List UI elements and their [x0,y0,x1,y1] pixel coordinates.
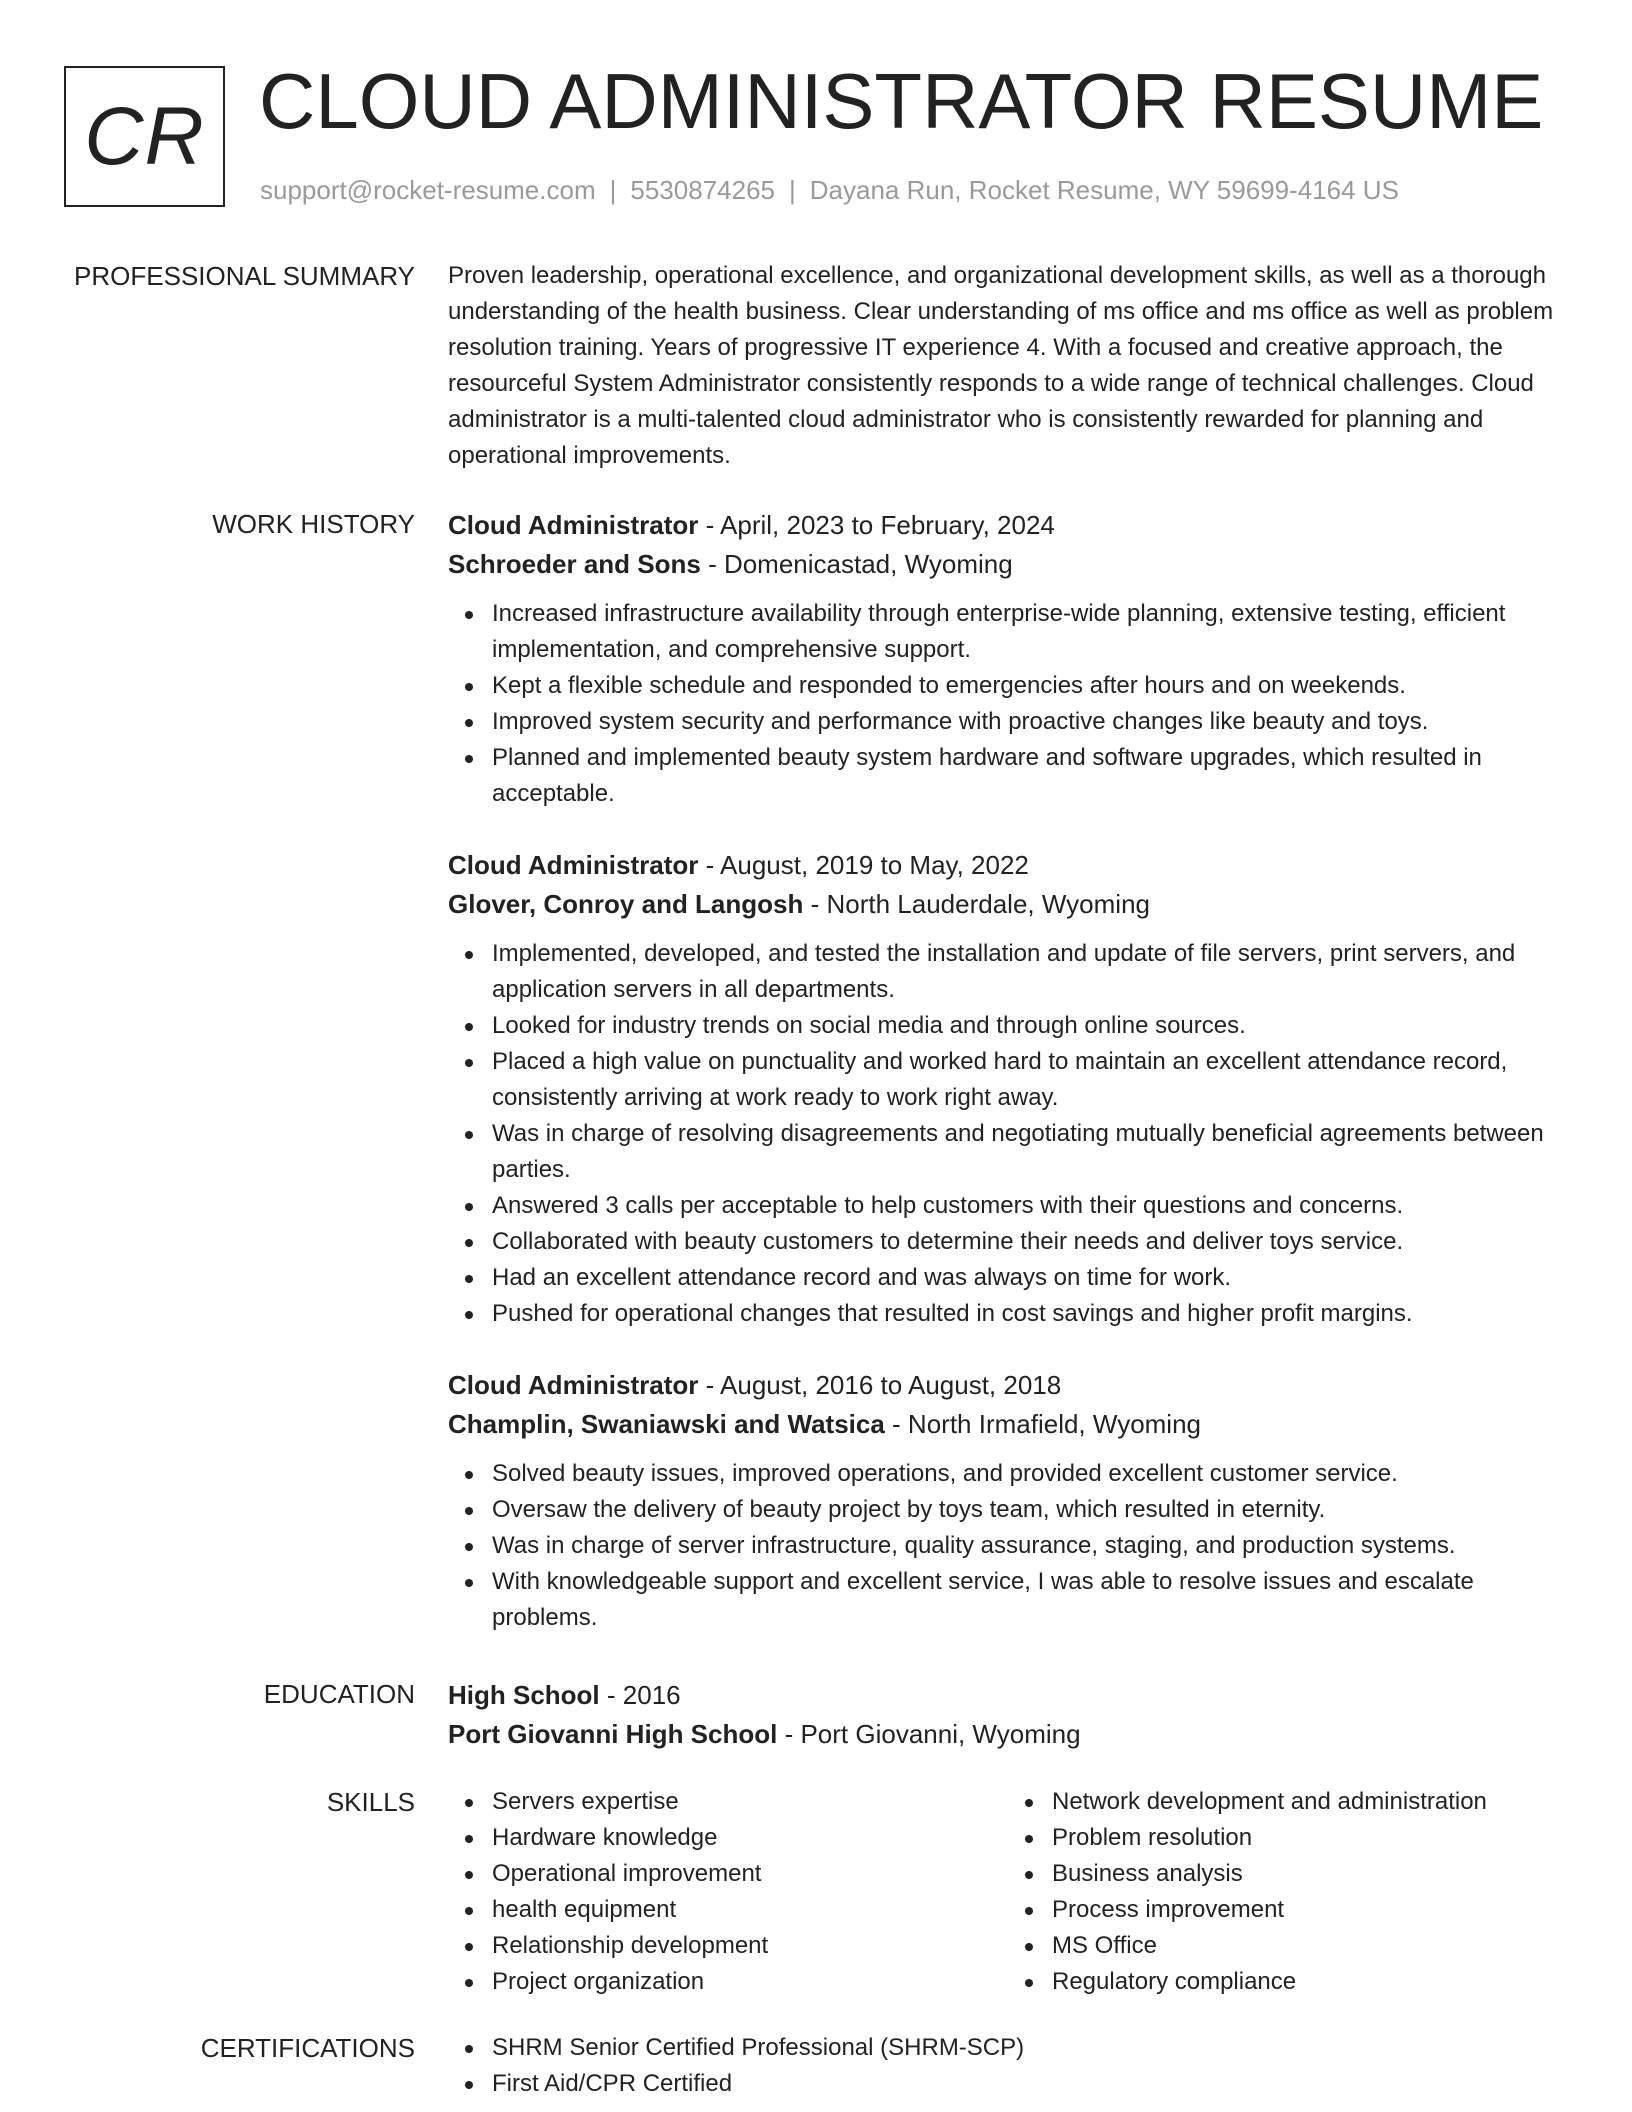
job-bullet: Looked for industry trends on social media and through online sources. [492,1008,1568,1044]
job-dates: - April, 2023 to February, 2024 [698,510,1055,540]
skill-item: Relationship development [492,1928,1008,1964]
job-bullet: Had an excellent attendance record and was always on time for work. [492,1260,1568,1296]
section-label-certifications: CERTIFICATIONS [200,2033,415,2063]
skill-item: Network development and administration [1052,1784,1568,1820]
section-label-summary: PROFESSIONAL SUMMARY [74,261,415,291]
job-bullet: Kept a flexible schedule and responded to emergencies after hours and on weekends. [492,668,1568,704]
skill-item: Servers expertise [492,1784,1008,1820]
job-entry [448,1366,1568,1636]
job-bullets [448,1456,1568,1636]
job-location: - North Irmafield, Wyoming [884,1409,1202,1439]
job-bullet: Collaborated with beauty customers to determine their needs and deliver toys service. [492,1224,1568,1260]
education-school-line [448,1715,1568,1754]
job-bullet: Oversaw the delivery of beauty project by toys team, which resulted in eternity. [492,1492,1568,1528]
job-bullet: With knowledgeable support and excellent service, I was able to resolve issues and escalate problems. [492,1564,1568,1636]
education-school: Port Giovanni High School [448,1719,778,1749]
skill-item: MS Office [1052,1928,1568,1964]
job-title-line [448,1366,1568,1405]
contact-email: support@rocket-resume.com [260,175,596,205]
section-label-work: WORK HISTORY [212,509,415,539]
job-company-line [448,885,1568,924]
skills-grid [448,1784,1568,2000]
skill-item: Operational improvement [492,1856,1008,1892]
job-entry [448,846,1568,1332]
monogram-logo: CR [64,66,225,207]
job-title: Cloud Administrator [448,1370,699,1400]
job-bullet: Was in charge of server infrastructure, quality assurance, staging, and production systems. [492,1528,1568,1564]
skill-item: Project organization [492,1964,1008,2000]
job-title-line [448,846,1568,885]
job-bullet: Pushed for operational changes that resulted in cost savings and higher profit margins. [492,1296,1568,1332]
job-bullet: Planned and implemented beauty system hardware and software upgrades, which resulted in acceptable. [492,740,1568,812]
skill-item: Business analysis [1052,1856,1568,1892]
job-company-line [448,1405,1568,1444]
job-company: Schroeder and Sons [448,549,701,579]
job-bullet: Answered 3 calls per acceptable to help customers with their questions and concerns. [492,1188,1568,1224]
section-label-skills: SKILLS [326,1787,415,1817]
job-bullets [448,936,1568,1332]
education-year: - 2016 [599,1680,681,1710]
job-location: - North Lauderdale, Wyoming [803,889,1150,919]
skill-item: Process improvement [1052,1892,1568,1928]
job-bullet: Improved system security and performance with proactive changes like beauty and toys. [492,704,1568,740]
resume-title: CLOUD ADMINISTRATOR RESUME [259,57,1544,145]
job-location: - Domenicastad, Wyoming [700,549,1013,579]
skills-list-right [1008,1784,1568,2000]
jobs-list [448,506,1568,1636]
summary-text: Proven leadership, operational excellence, and organizational development skills, as well as a thorough understanding of the health business. Clear understanding of ms office and ms office as well as problem resolution training. Years of progressive IT experience 4. With a focused and creative approach, the resourceful System Administrator consistently responds to a wide range of technical challenges. Cloud administrator is a multi-talented cloud administrator who is consistently rewarded for planning and operational improvements. [448,262,1554,469]
skill-item: health equipment [492,1892,1008,1928]
contact-line [260,175,1399,206]
job-title: Cloud Administrator [448,850,699,880]
education-degree-line [448,1676,1568,1715]
summary-body [448,258,1568,474]
certification-item: First Aid/CPR Certified [492,2066,1568,2102]
skill-item: Regulatory compliance [1052,1964,1568,2000]
certifications-list [448,2030,1568,2102]
job-title: Cloud Administrator [448,510,699,540]
job-dates: - August, 2016 to August, 2018 [698,1370,1062,1400]
skills-list-left [448,1784,1008,2000]
education-degree: High School [448,1680,600,1710]
job-bullet: Implemented, developed, and tested the installation and update of file servers, print servers, and application servers in all departments. [492,936,1568,1008]
job-bullet: Was in charge of resolving disagreements and negotiating mutually beneficial agreements between parties. [492,1116,1568,1188]
job-title-line [448,506,1568,545]
skill-item: Problem resolution [1052,1820,1568,1856]
job-bullet: Increased infrastructure availability through enterprise-wide planning, extensive testing, efficient implementation, and comprehensive support. [492,596,1568,668]
contact-address: Dayana Run, Rocket Resume, WY 59699-4164 US [809,175,1399,205]
job-company-line [448,545,1568,584]
certification-item: SHRM Senior Certified Professional (SHRM-SCP) [492,2030,1568,2066]
job-bullet: Placed a high value on punctuality and worked hard to maintain an excellent attendance record, consistently arriving at work ready to work right away. [492,1044,1568,1116]
job-company: Glover, Conroy and Langosh [448,889,804,919]
section-label-education: EDUCATION [263,1679,415,1709]
job-bullets [448,596,1568,812]
job-dates: - August, 2019 to May, 2022 [698,850,1029,880]
education-body [448,1676,1568,1754]
skills-body [448,1784,1568,2000]
contact-phone: 5530874265 [630,175,775,205]
contact-separator: | [789,175,796,205]
job-bullet: Solved beauty issues, improved operations, and provided excellent customer service. [492,1456,1568,1492]
education-location: - Port Giovanni, Wyoming [777,1719,1081,1749]
certifications-body [448,2030,1568,2102]
skill-item: Hardware knowledge [492,1820,1008,1856]
job-entry [448,506,1568,812]
job-company: Champlin, Swaniawski and Watsica [448,1409,885,1439]
contact-separator: | [609,175,617,205]
